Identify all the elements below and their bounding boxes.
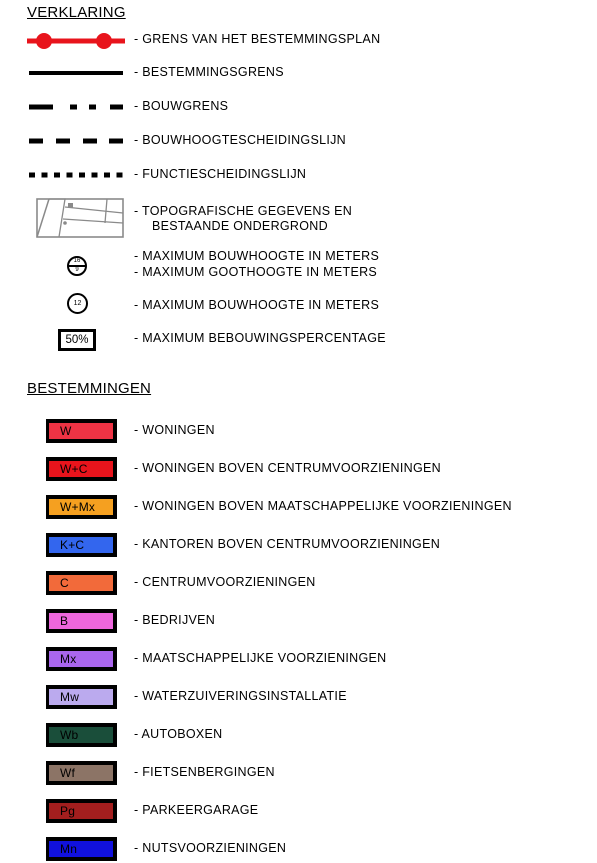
legend-item-label: - MAXIMUM BEBOUWINGSPERCENTAGE [134,331,386,345]
dotted-line-icon [27,164,125,186]
zone-code: Wf [60,766,76,780]
zone-label: - WONINGEN BOVEN CENTRUMVOORZIENINGEN [134,461,441,475]
dash-dot-line-icon [27,96,125,118]
zone-code: K+C [60,538,85,552]
legend-item-label: - GRENS VAN HET BESTEMMINGSPLAN [134,32,381,46]
legend-item-label: - BOUWHOOGTESCHEIDINGSLIJN [134,133,346,147]
zone-label: - WATERZUIVERINGSINSTALLATIE [134,689,347,703]
zone-code: W [60,424,72,438]
zone-code: Mn [60,842,78,856]
zone-swatch [46,457,117,481]
zone-label: - MAATSCHAPPELIJKE VOORZIENINGEN [134,651,387,665]
zone-swatch [46,799,117,823]
zone-swatch [46,533,117,557]
zone-swatch [46,685,117,709]
legend-title: VERKLARING [27,4,126,21]
zone-code: Mx [60,652,77,666]
zone-label: - BEDRIJVEN [134,613,216,627]
zones-title: BESTEMMINGEN [27,380,152,397]
zone-code: Wb [60,728,79,742]
split-height-circle-icon [67,256,87,276]
max-height-value: 16 [73,258,81,264]
zone-label: - AUTOBOXEN [134,727,223,741]
solid-line-icon [27,62,125,84]
legend-item-label: - TOPOGRAFISCHE GEGEVENS EN [134,204,353,218]
zone-label: - PARKEERGARAGE [134,803,259,817]
legend-item-label: - MAXIMUM BOUWHOOGTE IN METERS [134,249,380,263]
legend-item-label: - MAXIMUM BOUWHOOGTE IN METERS [134,298,380,312]
plan-boundary-line-icon [27,30,125,52]
zone-label: - WONINGEN BOVEN MAATSCHAPPELIJKE VOORZIENINGEN [134,499,512,513]
zone-swatch [46,571,117,595]
zone-swatch [46,419,117,443]
topography-icon [27,197,125,239]
percentage-box-icon [58,329,96,351]
legend-item-label-continued: - MAXIMUM GOOTHOOGTE IN METERS [134,265,378,279]
zone-code: C [60,576,69,590]
zone-label: - CENTRUMVOORZIENINGEN [134,575,316,589]
height-circle-icon [67,293,88,314]
percentage-value: 50% [65,334,89,346]
zone-swatch [46,761,117,785]
zone-code: Mw [60,690,80,704]
zone-swatch [46,495,117,519]
zone-swatch [46,647,117,671]
legend-item-label: - BESTEMMINGSGRENS [134,65,284,79]
zone-label: - FIETSENBERGINGEN [134,765,275,779]
zone-label: - KANTOREN BOVEN CENTRUMVOORZIENINGEN [134,537,441,551]
zone-code: B [60,614,69,628]
height-circle-value: 12 [73,300,82,307]
max-gutter-height-value: 9 [75,267,79,273]
dashed-line-icon [27,130,125,152]
zone-swatch [46,609,117,633]
legend-item-label: - BOUWGRENS [134,99,229,113]
zone-code: W+Mx [60,500,96,514]
zone-swatch [46,837,117,861]
zone-label: - NUTSVOORZIENINGEN [134,841,287,855]
zone-code: W+C [60,462,88,476]
legend-item-label-continued: BESTAANDE ONDERGROND [152,219,328,233]
legend-item-label: - FUNCTIESCHEIDINGSLIJN [134,167,307,181]
zone-label: - WONINGEN [134,423,215,437]
zone-code: Pg [60,804,76,818]
zone-swatch [46,723,117,747]
